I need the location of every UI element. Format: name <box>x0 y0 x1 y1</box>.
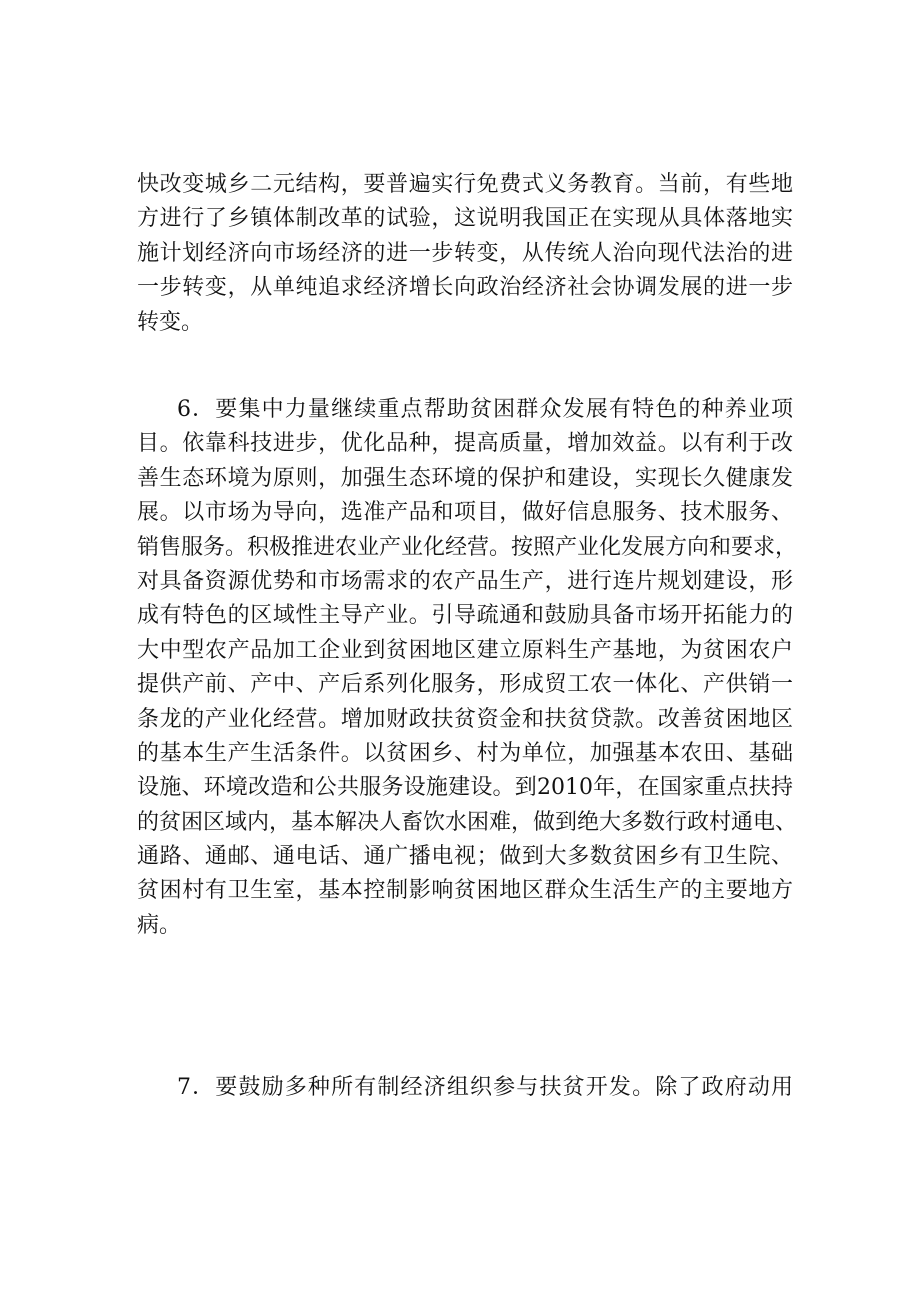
paragraph-item-7 <box>137 1071 793 1105</box>
text-line: 方进行了乡镇体制改革的试验，这说明我国正在实现从具体落地实 <box>137 206 793 232</box>
text-line: 大中型农产品加工企业到贫困地区建立原料生产基地，为贫困农户 <box>137 637 793 663</box>
text-line: 转变。 <box>137 309 204 335</box>
paragraph-item-6 <box>137 393 798 943</box>
text-line: 施计划经济向市场经济的进一步转变，从传统人治向现代法治的进 <box>137 240 793 266</box>
paragraph-continuation <box>137 168 793 340</box>
text-line: 目。依靠科技进步，优化品种，提高质量，增加效益。以有利于改 <box>137 431 793 457</box>
text-line: 快改变城乡二元结构，要普遍实行免费式义务教育。当前，有些地 <box>137 172 793 197</box>
text-line: 善生态环境为原则，加强生态环境的保护和建设，实现长久健康发 <box>137 465 793 491</box>
text-line: 6．要集中力量继续重点帮助贫困群众发展有特色的种养业项 <box>177 397 793 422</box>
text-line: 贫困村有卫生室，基本控制影响贫困地区群众生活生产的主要地方 <box>137 878 793 904</box>
text-line: 提供产前、产中、产后系列化服务，形成贸工农一体化、产供销一 <box>137 672 793 698</box>
text-line: 销售服务。积极推进农业产业化经营。按照产业化发展方向和要求， <box>137 534 798 560</box>
text-line: 设施、环境改造和公共服务设施建设。到2010年，在国家重点扶持 <box>137 775 793 801</box>
text-line: 的贫困区域内，基本解决人畜饮水困难，做到绝大多数行政村通电、 <box>137 809 798 835</box>
text-line: 通路、通邮、通电话、通广播电视；做到大多数贫困乡有卫生院、 <box>137 844 793 870</box>
text-line: 对具备资源优势和市场需求的农产品生产，进行连片规划建设，形 <box>137 568 793 594</box>
text-line: 7．要鼓励多种所有制经济组织参与扶贫开发。除了政府动用 <box>177 1075 793 1100</box>
text-line: 一步转变，从单纯追求经济增长向政治经济社会协调发展的进一步 <box>137 275 793 301</box>
text-line: 展。以市场为导向，选准产品和项目，做好信息服务、技术服务、 <box>137 500 793 526</box>
text-line: 成有特色的区域性主导产业。引导疏通和鼓励具备市场开拓能力的 <box>137 603 793 629</box>
text-line: 病。 <box>137 912 182 938</box>
text-line: 条龙的产业化经营。增加财政扶贫资金和扶贫贷款。改善贫困地区 <box>137 706 793 732</box>
text-line: 的基本生产生活条件。以贫困乡、村为单位，加强基本农田、基础 <box>137 740 793 766</box>
